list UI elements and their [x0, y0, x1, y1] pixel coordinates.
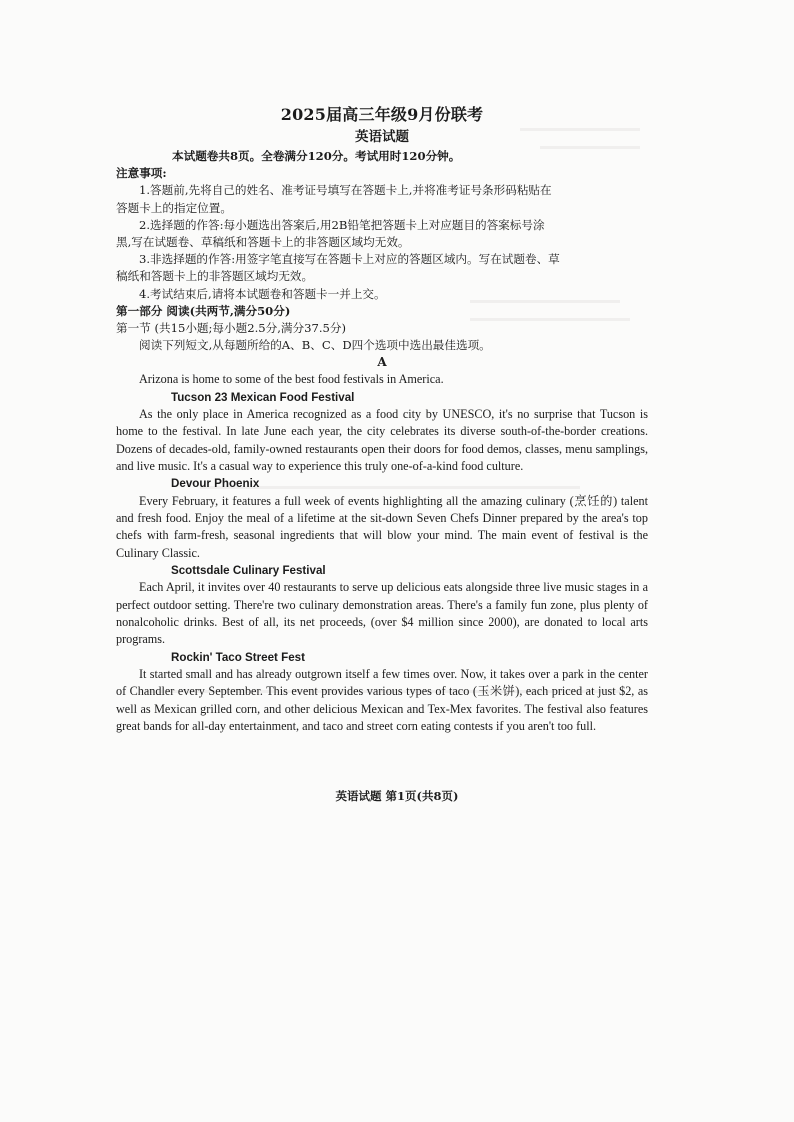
note-3-line-2: 稿纸和答题卡上的非答题区域均无效。: [116, 269, 314, 284]
page-footer: 英语试题 第1页(共8页): [335, 789, 459, 803]
note-1-line-1: 1.答题前,先将自己的姓名、准考证号填写在答题卡上,并将准考证号条形码粘贴在: [139, 183, 552, 198]
festival-heading-scottsdale: Scottsdale Culinary Festival: [171, 563, 326, 577]
festival-text-rockin-taco: It started small and has already outgrown itself a few times over. Now, it takes over a park in the center of Chandler every September. This event provides various types of taco (玉米饼), each priced at just $2, as well as Mexican grilled corn, and other delicious Mexican and Tex-Mex favorites. The festival also features great bands for all-day entertainment, and taco and street corn eating contests if you aren't too full.: [116, 666, 648, 733]
festival-text-scottsdale: Each April, it invites over 40 restaurants to serve up delicious eats alongside three live music stages in a perfect outdoor setting. There're two culinary demonstration areas. There's a family fun zone, plus plenty of nonalcoholic drinks. Best of all, its net proceeds, (over $4 million since 2000), are donated to local arts programs.: [116, 580, 648, 647]
note-1-line-2: 答题卡上的指定位置。: [116, 200, 232, 215]
note-4: 4.考试结束后,请将本试题卷和答题卡一并上交。: [139, 286, 386, 301]
festival-heading-rockin-taco: Rockin' Taco Street Fest: [171, 650, 305, 664]
festival-heading-devour-phoenix: Devour Phoenix: [171, 477, 260, 491]
note-2-line-2: 黑,写在试题卷、草稿纸和答题卡上的非答题区域均无效。: [116, 235, 410, 250]
note-2-line-1: 2.选择题的作答:每小题选出答案后,用2B铅笔把答题卡上对应题目的答案标号涂: [139, 217, 545, 232]
notes-heading: 注意事项:: [116, 166, 167, 181]
passage-letter: A: [377, 355, 387, 370]
festival-text-tucson: As the only place in America recognized as a food city by UNESCO, it's no surprise that Tucson is home to the festival. In late June each year, the city celebrates its diverse south-of-the-border creations. Dozens of decades-old, family-owned restaurants open their doors for food demos, classes, menu samplings, and live music. It's a casual way to experience this truly one-of-a-kind food culture.: [116, 407, 648, 474]
exam-title: 2025届高三年级9月份联考: [280, 105, 484, 124]
festival-heading-tucson: Tucson 23 Mexican Food Festival: [171, 390, 355, 404]
part-1-heading: 第一部分 阅读(共两节,满分50分): [116, 303, 291, 318]
subject-title: 英语试题: [355, 129, 409, 145]
festival-text-devour-phoenix: Every February, it features a full week of events highlighting all the amazing culinary (烹饪的) talent and fresh food. Enjoy the meal of a lifetime at the sit-down Seven Chefs Dinner prepared by the area's top chefs with farm-fresh, seasonal ingredients that will blow your mind. The main event of festival is the Culinary Classic.: [116, 493, 648, 560]
exam-intro: 本试题卷共8页。全卷满分120分。考试用时120分钟。: [172, 149, 461, 163]
note-3-line-1: 3.非选择题的作答:用签字笔直接写在答题卡上对应的答题区域内。写在试题卷、草: [139, 252, 560, 267]
exam-content: [116, 104, 648, 735]
reading-instruction: 阅读下列短文,从每题所给的A、B、C、D四个选项中选出最佳选项。: [139, 338, 491, 353]
passage-intro: Arizona is home to some of the best food festivals in America.: [139, 372, 444, 387]
section-1-heading: 第一节 (共15小题;每小题2.5分,满分37.5分): [116, 321, 347, 336]
